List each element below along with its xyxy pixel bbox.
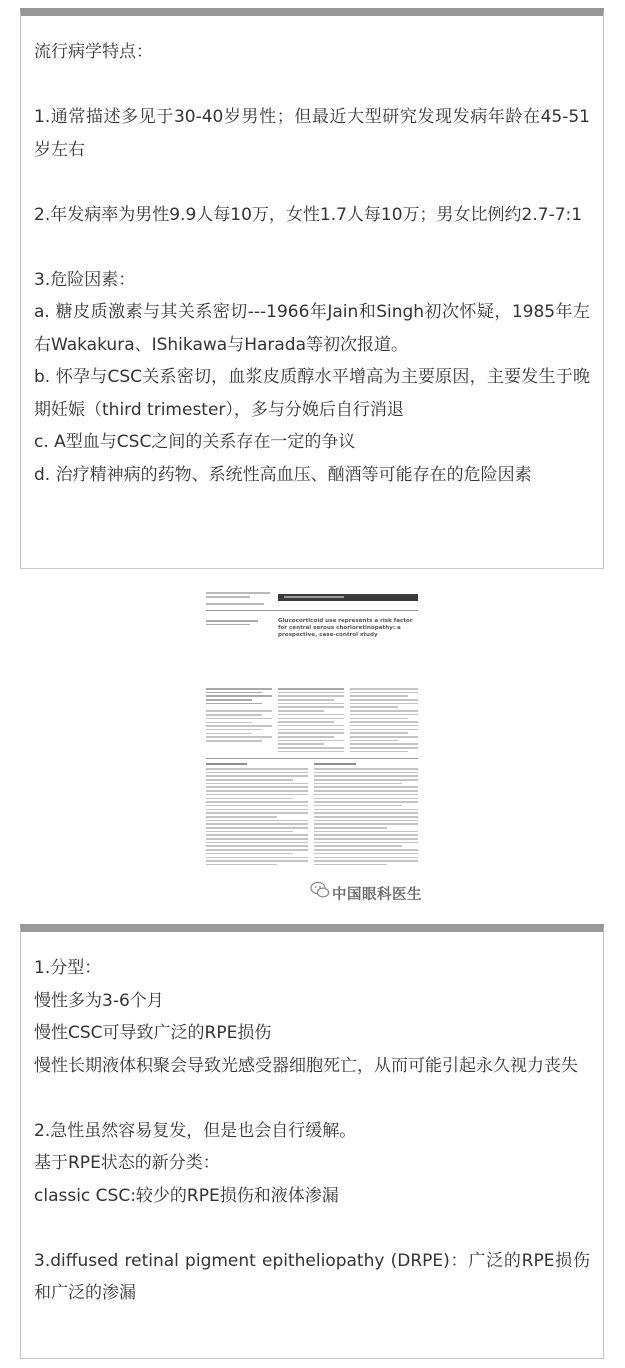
body-rule — [206, 758, 418, 759]
drpe-definition: 3.diffused retinal pigment epitheliopathy (DRPE)：广泛的RPE损伤和广泛的渗漏 — [34, 1250, 590, 1303]
spacer — [34, 166, 590, 199]
classic-csc: classic CSC:较少的RPE损伤和液体渗漏 — [34, 1185, 339, 1206]
classification-heading: 1.分型： — [34, 958, 102, 978]
chronic-rpe-damage: 慢性CSC可导致广泛的RPE损伤 — [34, 1023, 272, 1043]
spacer — [34, 231, 590, 264]
header-rule — [206, 610, 418, 611]
chronic-duration: 慢性多为3-6个月 — [34, 990, 164, 1011]
journal-header-bar — [278, 594, 418, 601]
abstract-column-2 — [350, 688, 418, 754]
epidemiology-incidence: 2.年发病率为男性9.9人每10万，女性1.7人每10万；男女比例约2.7-7:1 — [34, 204, 583, 225]
risk-factor-pregnancy: b. 怀孕与CSC关系密切，血浆皮质醇水平增高为主要原因，主要发生于晚期妊娠（third trimester），多与分娩后自行消退 — [34, 367, 590, 420]
epidemiology-age: 1.通常描述多见于30-40岁男性；但最近大型研究发现发病年龄在45-51岁左右 — [34, 107, 590, 160]
acute-recurrence: 2.急性虽然容易复发，但是也会自行缓解。 — [34, 1120, 357, 1141]
introduction-column — [206, 763, 308, 868]
journal-info — [206, 590, 276, 607]
risk-factor-blood-type: c. A型血与CSC之间的关系存在一定的争议 — [34, 432, 356, 452]
epidemiology-box — [20, 8, 604, 569]
risk-factor-other: d. 治疗精神病的药物、系统性高血压、酗酒等可能存在的危险因素 — [34, 464, 532, 485]
paper-title: Glucocorticoid use represents a risk factor for central serous chorioretinopathy: a prospective, case-control study — [278, 618, 413, 638]
wechat-icon — [310, 880, 330, 900]
watermark — [310, 880, 440, 904]
watermark-text: 中国眼科医生 — [332, 887, 422, 903]
classification-box — [20, 924, 604, 1359]
paper-thumbnail — [202, 588, 422, 908]
author-list — [206, 620, 266, 627]
risk-factors-heading: 3.危险因素： — [34, 269, 136, 290]
chronic-vision-loss: 慢性长期液体积聚会导致光感受器细胞死亡，从而可能引起永久视力丧失 — [34, 1055, 578, 1076]
rpe-classification-heading: 基于RPE状态的新分类： — [34, 1153, 220, 1173]
spacer — [34, 1212, 590, 1245]
section-heading: 流行病学特点： — [34, 42, 153, 62]
methods-column — [314, 763, 418, 868]
spacer — [34, 1082, 590, 1115]
spacer — [34, 69, 590, 102]
received-info — [206, 688, 272, 744]
risk-factor-glucocorticoid: a. 糖皮质激素与其关系密切---1966年Jain和Singh初次怀疑，1985年左右Wakakura、IShikawa与Harada等初次报道。 — [34, 302, 590, 355]
abstract-column-1 — [278, 688, 344, 754]
